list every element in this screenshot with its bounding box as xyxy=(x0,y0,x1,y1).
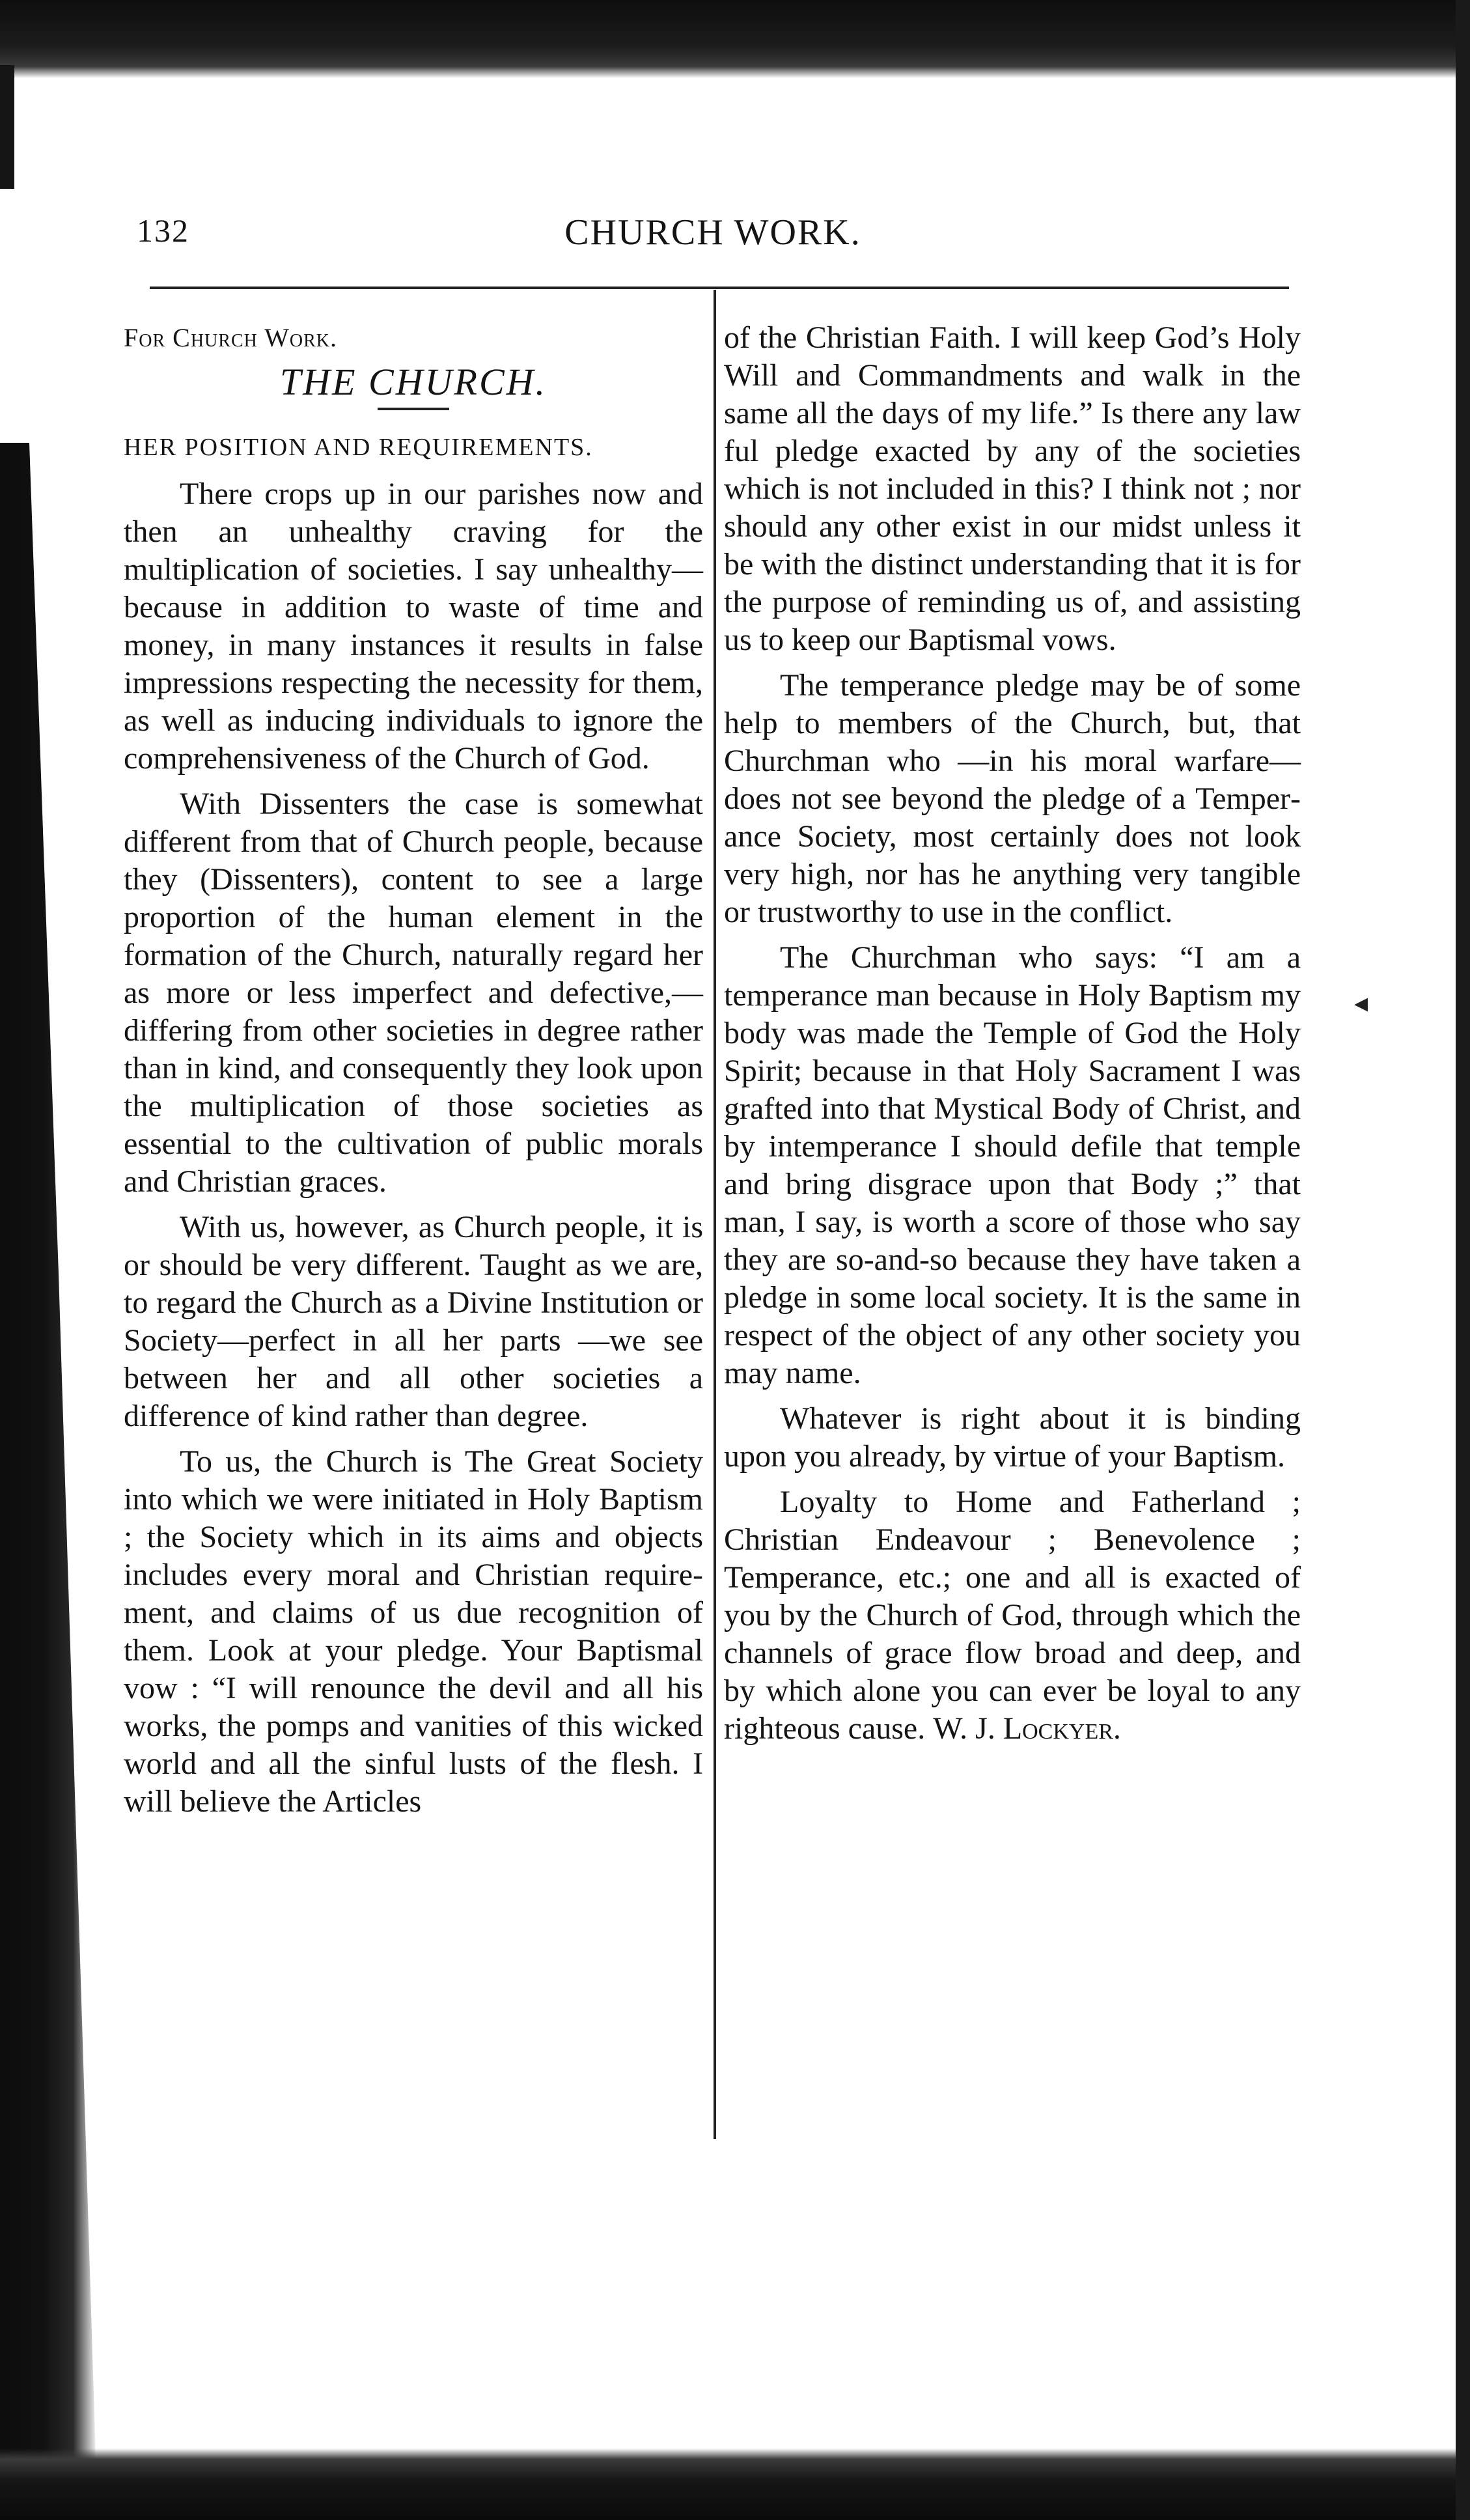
final-paragraph-text: Loyalty to Home and Fatherland ; Christian Endeavour ; Benevolence ; Temperance, etc.; one and all is exacted of you by the Church of God, through which the channels of grace flow broad and deep, and by which alone you can ever be loyal to any righteous cause. xyxy=(724,1485,1301,1746)
title-rule xyxy=(378,408,449,410)
scan-edge-bottom xyxy=(0,2448,1470,2520)
paragraph-final xyxy=(724,1483,1301,1748)
paragraph-continued: of the Christian Faith. I will keep God’s Holy Will and Commandments and walk in the same all the days of my life.” Is there any law ful pledge exacted by any of the societies which is not included in this? I think not ; nor should any other exist in our midst unless it be with the distinct understanding that it is for the purpose of reminding us of, and assisting us to keep our Baptismal vows. xyxy=(724,320,1301,657)
header-rule xyxy=(150,287,1289,289)
scan-edge-top-left xyxy=(0,65,14,189)
paragraph: There crops up in our parishes now and then an unhealthy craving for the multiplication of societies. I say unhealthy—because in addition to waste of time and money, in many instances it results in false impressions respecting the necessity for them, as well as inducing individuals to ignore the comprehensiveness of the Church of God. xyxy=(124,477,703,776)
paragraph: The Churchman who says: “I am a temperance man because in Holy Baptism my body was made the Temple of God the Holy Spirit; because in that Holy Sacrament I was grafted into that Mystical Body of Christ, and by intemperance I should defile that temple and bring disgrace upon that Body ;” that man, I say, is worth a score of those who say they are so-and-so because they have taken a pledge in some local society. It is the same in respect of the object of any other society you may name. xyxy=(724,940,1301,1390)
paragraph: With Dissenters the case is somewhat different from that of Church people, because they (Dissenters), content to see a large proportion of the human element in the formation of the Church, naturally regard her as more or less imperfect and defective,—differing from other societies in degree rather than in kind, and consequently they look upon the multiplication of those societies as essential to the cultivation of public morals and Christian graces. xyxy=(124,787,703,1199)
page-number: 132 xyxy=(137,212,189,249)
right-column xyxy=(724,319,1301,1756)
left-column xyxy=(124,319,703,1828)
running-title: CHURCH WORK. xyxy=(564,212,861,253)
paragraph: Whatever is right about it is binding upon you already, by virtue of your Baptism. xyxy=(724,1401,1301,1474)
running-head xyxy=(137,212,1289,270)
article-title: THE CHURCH. xyxy=(279,361,548,403)
scan-edge-right xyxy=(1456,0,1470,2520)
scan-edge-left xyxy=(0,443,98,2520)
paragraph: To us, the Church is The Great Society into which we were initiated in Holy Baptism ; the Society which in its aims and objects includes every moral and Christian requirement, and claims of us due recognition of them. Look at your pledge. Your Baptismal vow : “I will renounce the devil and all his works, the pomps and vanities of this wicked world and all the sinful lusts of the flesh. I will believe the Articles xyxy=(124,1444,703,1819)
margin-mark: ◂ xyxy=(1354,988,1368,1018)
column-divider xyxy=(714,290,716,2139)
paragraph: The temperance pledge may be of some help to members of the Church, but, that Churchman who —in his moral warfare—does not see beyond the pledge of a Temperance Society, most certainly does not look very high, nor has he anything very tangible or trustworthy to use in the conflict. xyxy=(724,668,1301,929)
article-source: For Church Work. xyxy=(124,323,337,352)
paragraph: With us, however, as Church people, it is or should be very different. Taught as we are, to regard the Church as a Divine Institution or Society—perfect in all her parts —we see between her and all other societies a difference of kind rather than degree. xyxy=(124,1210,703,1433)
article-subheading: HER POSITION AND REQUIREMENTS. xyxy=(124,434,593,461)
author-signature: W. J. Lockyer. xyxy=(933,1711,1121,1746)
scan-edge-top xyxy=(0,0,1470,78)
